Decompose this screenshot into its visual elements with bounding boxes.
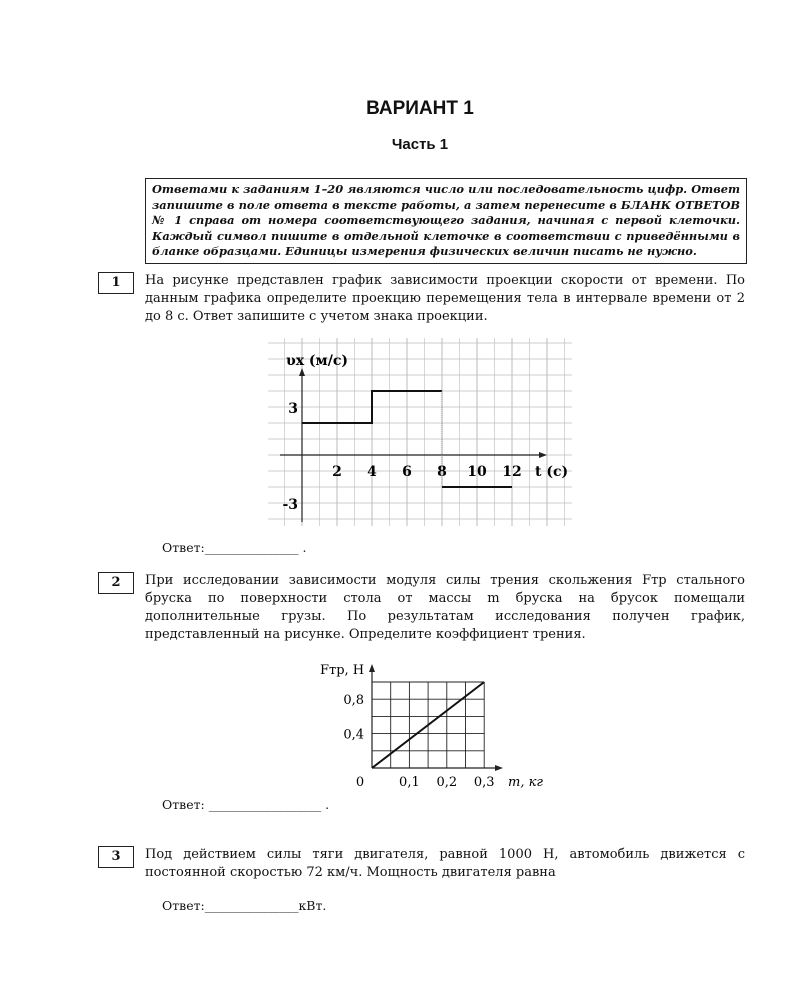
x-axis-label: m, кг <box>508 775 543 790</box>
x-axis-arrow <box>539 452 547 458</box>
part-title: Часть 1 <box>391 136 449 153</box>
x-tick-label: 10 <box>467 464 487 480</box>
x-tick-label: 0 <box>355 775 365 790</box>
y-tick-label: 3 <box>288 401 298 417</box>
task-1-answer: Ответ:_______________ . <box>162 540 307 555</box>
task-number-2: 2 <box>98 572 134 594</box>
x-tick-label: 12 <box>502 464 522 480</box>
x-tick-label: 4 <box>367 464 377 480</box>
y-tick-label: 0,4 <box>343 727 364 743</box>
task-3-answer: Ответ:_______________кВт. <box>162 898 327 913</box>
velocity-chart <box>260 330 590 530</box>
y-axis-label: υx (м/с) <box>286 353 348 369</box>
x-axis-label: t (c) <box>535 464 569 480</box>
y-tick-label: 0,8 <box>343 693 364 709</box>
task-3-text: Под действием силы тяги двигателя, равной 1000 Н, автомобиль движется с постоянной скоростью 72 км/ч. Мощность двигателя равна <box>145 847 745 880</box>
task-2-answer: Ответ: __________________ . <box>162 797 330 812</box>
y-axis-arrow <box>369 664 375 672</box>
x-tick-label: 6 <box>402 464 412 480</box>
task-number-3: 3 <box>98 846 134 868</box>
y-axis-arrow <box>299 368 305 376</box>
task-number-1: 1 <box>98 272 134 294</box>
x-tick-label: 0,1 <box>399 775 420 790</box>
x-tick-label: 0,3 <box>473 775 495 790</box>
task-2-text: При исследовании зависимости модуля силы трения скольжения Fтр стального бруска по поверхности стола от массы m бруска на брусок помещали дополнительные грузы. По результатам исследования получен график, представленный на рисунке. Определите коэффициент трения. <box>145 573 745 642</box>
task-1-text: На рисунке представлен график зависимости проекции скорости от времени. По данным графика определите проекцию перемещения тела в интервале времени от 2 до 8 с. Ответ запишите с учетом знака проекции. <box>145 273 745 324</box>
y-axis-label: Fтр, Н <box>320 663 365 678</box>
instructions-box: Ответами к заданиям 1–20 являются число или последовательность цифр. Ответ запишите в поле ответа в тексте работы, а затем перенесите в БЛАНК ОТВЕТОВ № 1 справа от номера соответствующего задания, начиная с первой клеточки. Каждый символ пишите в отдельной клеточке в соответствии с приведёнными в бланке образцами. Единицы измерения физических величин писать не нужно. <box>145 178 747 264</box>
variant-title: ВАРИАНТ 1 <box>366 98 474 119</box>
x-tick-label: 8 <box>437 464 447 480</box>
friction-chart <box>310 650 570 795</box>
x-tick-label: 2 <box>332 464 342 480</box>
x-axis-arrow <box>495 765 503 771</box>
x-tick-label: 0,2 <box>436 775 458 790</box>
y-tick-label: -3 <box>282 497 298 513</box>
